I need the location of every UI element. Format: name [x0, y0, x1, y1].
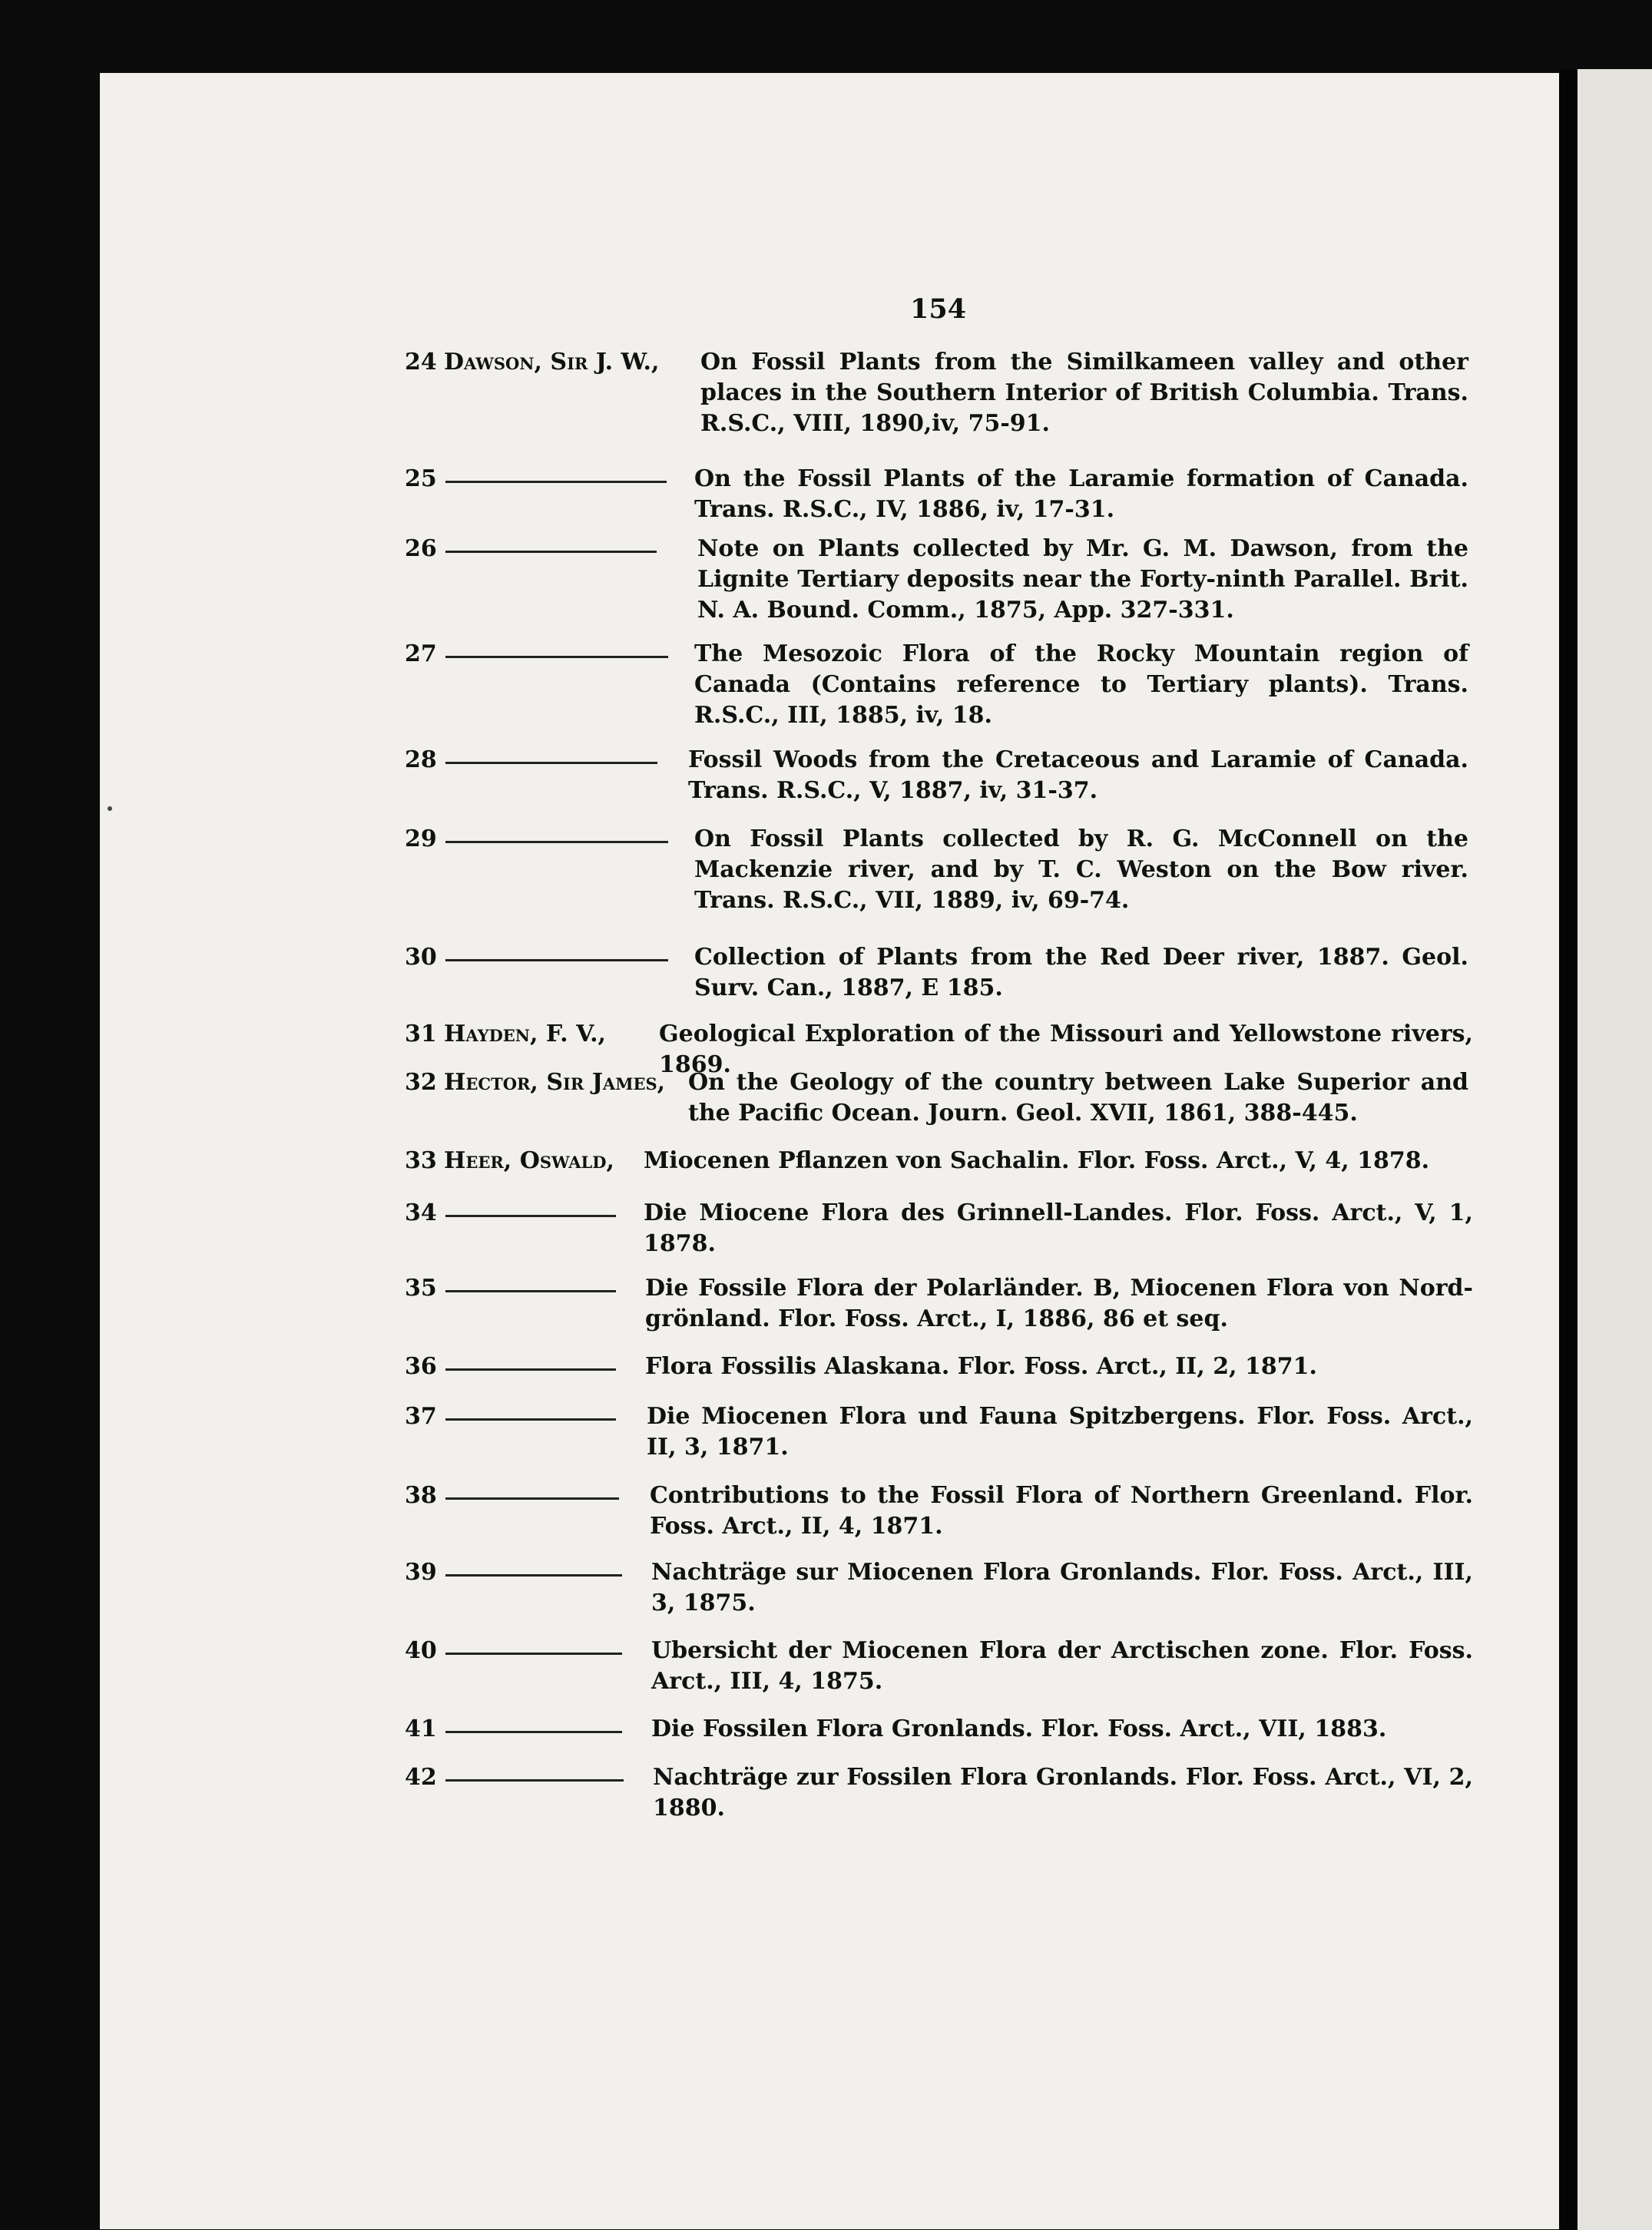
ditto-dash	[445, 841, 668, 843]
entry-citation: Collection of Plants from the Red Deer river, 1887. Geol. Surv. Can., 1887, E 185.	[694, 944, 1468, 1001]
entry-number: 39	[405, 1559, 437, 1586]
ditto-dash	[445, 481, 667, 483]
ditto-dash	[445, 551, 657, 553]
entry-citation: Nachträge zur Fossilen Flora Gronlands. Flor. Foss. Arct., VI, 2, 1880.	[653, 1764, 1473, 1821]
entry-citation: Die Miocenen Flora und Fauna Spitzbergens. Flor. Foss. Arct., II, 3, 1871.	[647, 1403, 1473, 1461]
ditto-dash	[445, 959, 668, 961]
entry-number: 31	[405, 1021, 437, 1047]
ditto-dash	[445, 1731, 622, 1733]
page-speck	[108, 806, 112, 811]
entry-citation: Nachträge sur Miocenen Flora Gronlands. Flor. Foss. Arct., III, 3, 1875.	[651, 1559, 1473, 1616]
entry-number: 35	[405, 1275, 437, 1302]
entry-number: 25	[405, 465, 437, 492]
ditto-dash	[445, 1574, 622, 1577]
entry-number: 40	[405, 1637, 437, 1664]
entry-citation: Flora Fossilis Alaskana. Flor. Foss. Arct., II, 2, 1871.	[645, 1353, 1317, 1380]
entry-author	[444, 347, 659, 378]
ditto-dash	[445, 1497, 619, 1500]
entry-citation: Die Fossilen Flora Gronlands. Flor. Foss. Arct., VII, 1883.	[651, 1716, 1387, 1742]
author-given-names: Sir J. W.,	[541, 349, 660, 376]
entry-number: 29	[405, 825, 437, 852]
entry-number: 38	[405, 1482, 437, 1509]
entry-number: 32	[405, 1069, 437, 1096]
entry-number: 30	[405, 944, 437, 971]
ditto-dash	[445, 1368, 616, 1371]
entry-number: 42	[405, 1764, 437, 1791]
author-surname: Hayden,	[444, 1021, 538, 1047]
page-number: 154	[910, 293, 967, 325]
entry-number: 33	[405, 1147, 437, 1174]
entry-citation: The Mesozoic Flora of the Rocky Mountain region of Canada (Contains reference to Tertiary plants). Trans. R.S.C., III, 1885, iv, 18.	[694, 640, 1468, 729]
entry-citation: On Fossil Plants from the Similkameen valley and other places in the Southern Interior of British Columbia. Trans. R.S.C., VIII, 1890,iv, 75-91.	[700, 349, 1468, 437]
entry-number: 28	[405, 746, 437, 773]
facing-page-edge	[1578, 69, 1652, 2230]
author-given-names: Sir James,	[538, 1069, 666, 1096]
author-surname: Heer,	[444, 1147, 512, 1174]
entry-citation: Die Miocene Flora des Grinnell-Landes. Flor. Foss. Arct., V, 1, 1878.	[644, 1199, 1473, 1257]
ditto-dash	[445, 1215, 616, 1217]
entry-citation: On the Geology of the country between Lake Superior and the Pacific Ocean. Journ. Geol. XVII, 1861, 388-445.	[688, 1069, 1468, 1127]
entry-citation: On Fossil Plants collected by R. G. McConnell on the Mackenzie river, and by T. C. Weston on the Bow river. Trans. R.S.C., VII, 1889, iv, 69-74.	[694, 825, 1468, 914]
book-spine	[1559, 69, 1578, 2230]
ditto-dash	[445, 1779, 624, 1782]
entry-author	[444, 1146, 614, 1176]
entry-citation: Note on Plants collected by Mr. G. M. Dawson, from the Lignite Tertiary deposits near the Forty-ninth Parallel. Brit. N. A. Bound. Comm., 1875, App. 327-331.	[697, 535, 1468, 624]
ditto-dash	[445, 762, 657, 764]
author-surname: Dawson,	[444, 349, 542, 376]
entry-number: 41	[405, 1716, 437, 1742]
entry-number: 27	[405, 640, 437, 667]
entry-citation: Contributions to the Fossil Flora of Northern Greenland. Flor. Foss. Arct., II, 4, 1871.	[650, 1482, 1473, 1540]
entry-author	[444, 1019, 606, 1050]
author-given-names: F. V.,	[538, 1021, 606, 1047]
entry-number: 24	[405, 349, 437, 376]
entry-number: 37	[405, 1403, 437, 1430]
entry-citation: Ubersicht der Miocenen Flora der Arctischen zone. Flor. Foss. Arct., III, 4, 1875.	[651, 1637, 1473, 1695]
ditto-dash	[445, 1653, 622, 1655]
entry-citation: Fossil Woods from the Cretaceous and Laramie of Canada. Trans. R.S.C., V, 1887, iv, 31-37.	[688, 746, 1468, 804]
ditto-dash	[445, 1290, 616, 1292]
entry-number: 34	[405, 1199, 437, 1226]
ditto-dash	[445, 1418, 616, 1421]
entry-author	[444, 1067, 665, 1098]
author-surname: Hector,	[444, 1069, 538, 1096]
entry-citation: Die Fossile Flora der Polarländer. B, Miocenen Flora von Nord-grönland. Flor. Foss. Arct., I, 1886, 86 et seq.	[645, 1275, 1473, 1332]
ditto-dash	[445, 656, 668, 658]
entry-number: 26	[405, 535, 437, 562]
entry-citation: On the Fossil Plants of the Laramie formation of Canada. Trans. R.S.C., IV, 1886, iv, 17-31.	[694, 465, 1468, 523]
entry-citation: Geological Exploration of the Missouri and Yellowstone rivers, 1869.	[659, 1021, 1473, 1078]
entry-number: 36	[405, 1353, 437, 1380]
author-given-names: Oswald,	[511, 1147, 614, 1174]
entry-citation: Miocenen Pflanzen von Sachalin. Flor. Foss. Arct., V, 4, 1878.	[644, 1147, 1430, 1174]
